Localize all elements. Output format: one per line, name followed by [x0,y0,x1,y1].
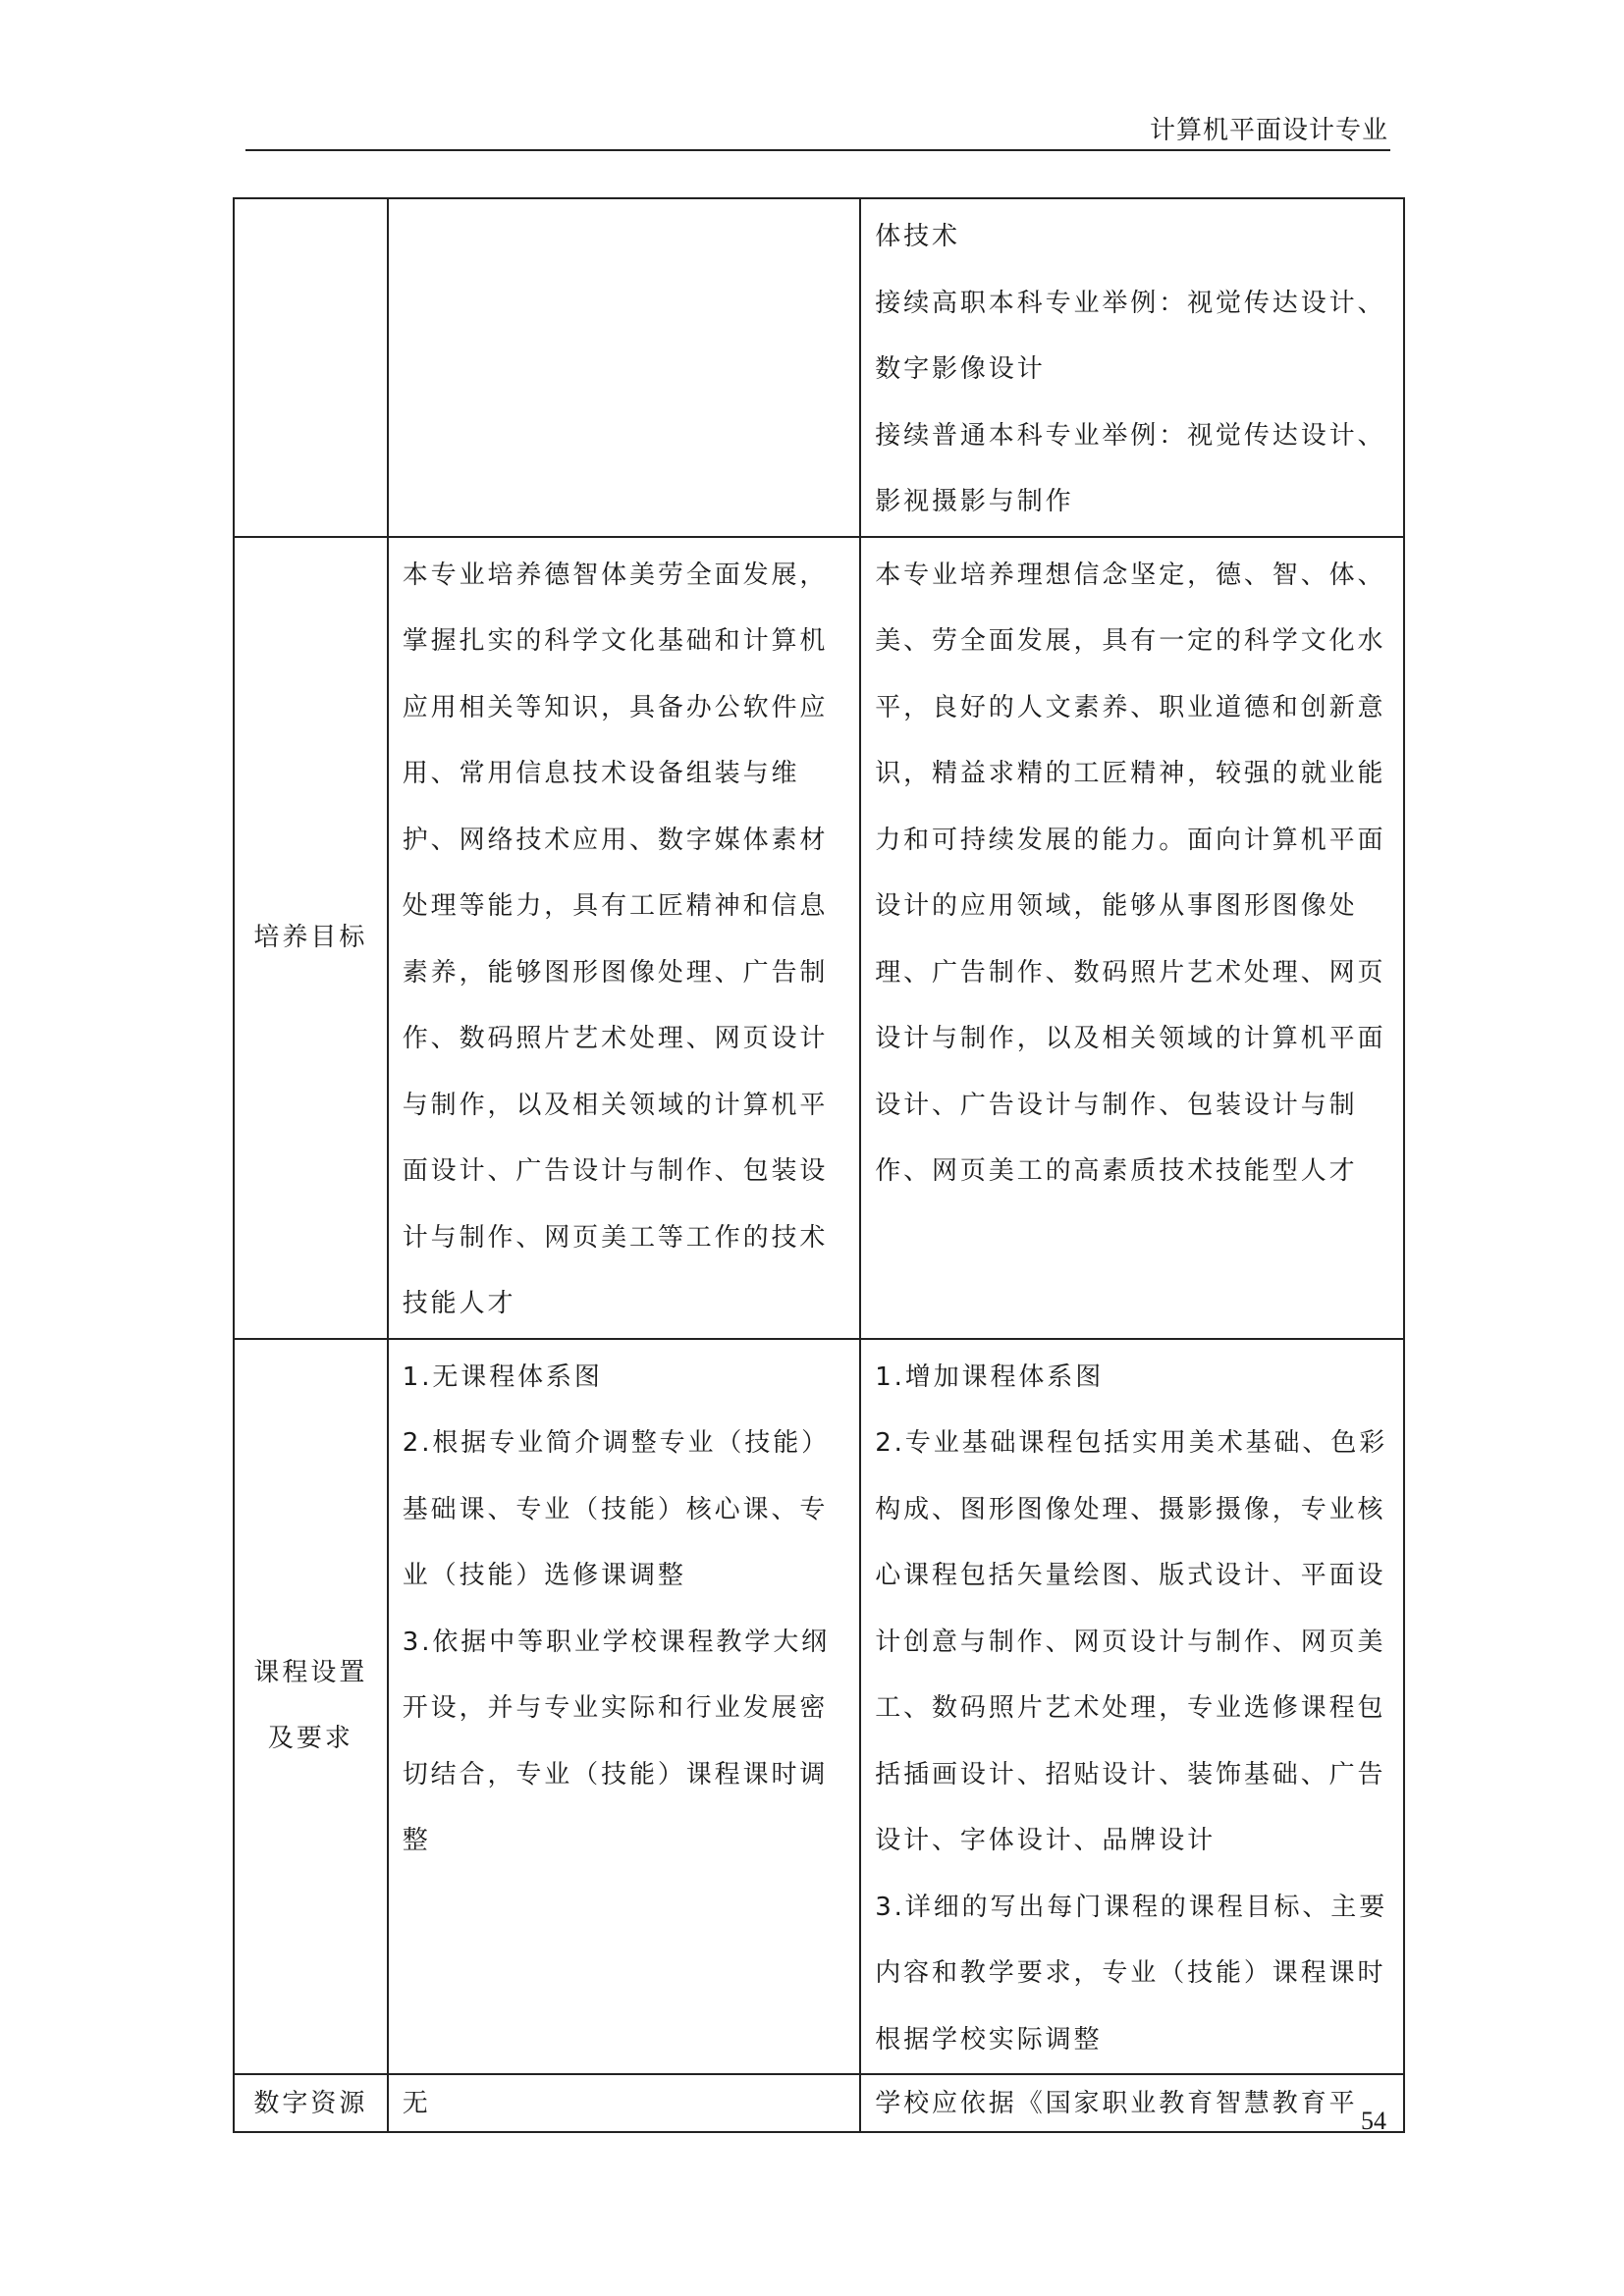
new-content: 1.增加课程体系图 2.专业基础课程包括实用美术基础、色彩构成、图形图像处理、摄影摄像，专业核心课程包括矢量绘图、版式设计、平面设计创意与制作、网页设计与制作、网页美工、数码照片艺术处理，专业选修课程包括插画设计、招贴设计、装饰基础、广告设计、字体设计、品牌设计 3.详细的写出每门课程的课程目标、主要内容和教学要求，专业（技能）课程课时根据学校实际调整 [875,1362,1388,2055]
table-row [234,537,1404,1339]
page-number: 54 [1361,2107,1386,2135]
new-content-cell [860,537,1404,1339]
new-content: 学校应依据《国家职业教育智慧教育平 [875,2089,1358,2118]
row-label-cell [234,537,388,1339]
table-row [234,2074,1404,2132]
old-content-cell [388,1339,860,2075]
row-label-cell [234,2074,388,2132]
running-header-title: 计算机平面设计专业 [1149,116,1388,145]
table-row [234,1339,1404,2075]
new-content-cell [860,2074,1404,2132]
old-content: 1.无课程体系图 2.根据专业简介调整专业（技能）基础课、专业（技能）核心课、专业（技能）选修课调整 3.依据中等职业学校课程教学大纲开设，并与专业实际和行业发展密切结合，专业（技能）课程课时调整 [402,1362,830,1855]
old-content [389,199,859,204]
row-label: 课程设置及要求 [253,1658,368,1754]
row-label-cell [234,198,388,537]
new-content-cell [860,1339,1404,2075]
new-content: 体技术 接续高职本科专业举例：视觉传达设计、 数字影像设计 接续普通本科专业举例：视觉传达设计、 影视摄影与制作 [875,222,1386,516]
new-content-cell [860,198,1404,537]
row-label-cell [234,1339,388,2075]
old-content-cell [388,198,860,537]
table-row [234,198,1404,537]
old-content: 本专业培养德智体美劳全面发展，掌握扎实的科学文化基础和计算机应用相关等知识，具备办公软件应用、常用信息技术设备组装与维护、网络技术应用、数字媒体素材处理等能力，具有工匠精神和信息素养，能够图形图像处理、广告制作、数码照片艺术处理、网页设计与制作，以及相关领域的计算机平面设计、广告设计与制作、包装设计与制作、网页美工等工作的技术技能人才 [402,560,829,1318]
row-label: 数字资源 [253,2088,368,2118]
old-content: 无 [402,2089,431,2118]
row-label: 培养目标 [253,922,368,952]
header-rule [245,149,1390,151]
comparison-table [233,197,1405,2133]
old-content-cell [388,2074,860,2132]
new-content: 本专业培养理想信念坚定，德、智、体、美、劳全面发展，具有一定的科学文化水平，良好的人文素养、职业道德和创新意识，精益求精的工匠精神，较强的就业能力和可持续发展的能力。面向计算机平面设计的应用领域，能够从事图形图像处理、广告制作、数码照片艺术处理、网页设计与制作，以及相关领域的计算机平面设计、广告设计与制作、包装设计与制作、网页美工的高素质技术技能型人才 [875,560,1386,1186]
old-content-cell [388,537,860,1339]
